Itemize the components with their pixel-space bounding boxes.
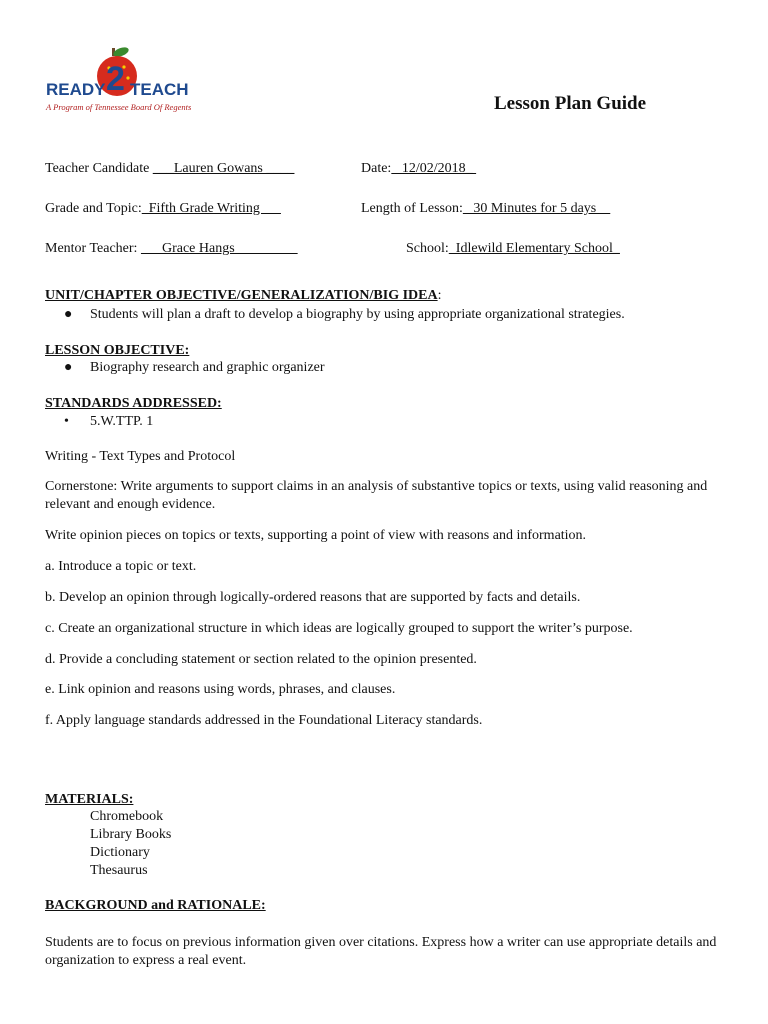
- materials-heading: MATERIALS:: [45, 792, 134, 807]
- page-title: Lesson Plan Guide: [494, 93, 647, 114]
- date-field: [361, 161, 476, 177]
- logo-digit: 2: [106, 60, 125, 98]
- grade-label: Grade and Topic:: [45, 201, 142, 216]
- list-item: Thesaurus: [90, 863, 148, 878]
- standard-item-b: b. Develop an opinion through logically-ordered reasons that are supported by facts and details.: [45, 590, 581, 605]
- list-item: [64, 414, 153, 430]
- list-item: Dictionary: [90, 845, 150, 860]
- standard-item-e: e. Link opinion and reasons using words, phrases, and clauses.: [45, 682, 396, 697]
- teacher-field: [45, 161, 294, 177]
- school-value: Idlewild Elementary School_: [448, 241, 620, 256]
- standard-cornerstone: Cornerstone: Write arguments to support claims in an analysis of substantive topics or texts, using valid reasoning and relevant and enough evidence.: [45, 479, 708, 512]
- school-field: [406, 241, 620, 257]
- standard-item-d: d. Provide a concluding statement or section related to the opinion presented.: [45, 652, 477, 667]
- standards-heading: STANDARDS ADDRESSED:: [45, 396, 222, 411]
- standard-item-a: a. Introduce a topic or text.: [45, 559, 197, 574]
- standard-item-f: f. Apply language standards addressed in the Foundational Literacy standards.: [45, 713, 483, 728]
- lesson-bullet: Biography research and graphic organizer: [90, 360, 325, 375]
- list-item: Library Books: [90, 827, 172, 842]
- logo-word-teach: TEACH: [130, 80, 189, 99]
- mentor-value: Grace Hangs: [140, 241, 298, 256]
- length-value: 30 Minutes for 5 days: [462, 201, 611, 216]
- unit-heading-suffix: :: [437, 288, 442, 303]
- grade-value: Fifth Grade Writing: [141, 201, 281, 216]
- length-field: [361, 201, 610, 217]
- bullet-icon: •: [64, 414, 69, 429]
- mentor-field: [45, 241, 298, 257]
- logo-tagline: A Program of Tennessee Board Of Regents: [46, 102, 192, 112]
- date-value: 12/02/2018_: [391, 161, 477, 176]
- unit-bullet: Students will plan a draft to develop a biography by using appropriate organizational strategies.: [90, 307, 625, 322]
- bullet-icon: ●: [64, 360, 73, 375]
- standard-item-c: c. Create an organizational structure in which ideas are logically grouped to support the writer’s purpose.: [45, 621, 633, 636]
- standard-domain: Writing - Text Types and Protocol: [45, 449, 236, 464]
- bullet-icon: ●: [64, 307, 73, 322]
- school-label: School:: [406, 241, 449, 256]
- list-item: [64, 360, 325, 376]
- date-label: Date:: [361, 161, 392, 176]
- background-heading: BACKGROUND and RATIONALE:: [45, 898, 266, 913]
- lesson-objective-heading: LESSON OBJECTIVE:: [45, 343, 190, 358]
- standards-bullet: 5.W.TTP. 1: [90, 414, 154, 429]
- length-label: Length of Lesson:: [361, 201, 463, 216]
- teacher-label: Teacher Candidate: [45, 161, 153, 176]
- teacher-value: ___Lauren Gowans ____: [152, 161, 295, 176]
- unit-heading-text: UNIT/CHAPTER OBJECTIVE/GENERALIZATION/BIG IDEA: [45, 288, 438, 303]
- ready2teach-logo: [44, 44, 194, 116]
- standard-statement: Write opinion pieces on topics or texts, supporting a point of view with reasons and information.: [45, 528, 587, 543]
- list-item: Chromebook: [90, 809, 164, 824]
- logo-word-ready: READY: [46, 80, 106, 99]
- grade-field: [45, 201, 281, 217]
- list-item: [64, 307, 625, 323]
- background-text: Students are to focus on previous information given over citations. Express how a writer can use appropriate details and organization to express a real event.: [45, 935, 717, 968]
- mentor-label: Mentor Teacher:: [45, 241, 141, 256]
- unit-objective-heading: [45, 288, 442, 304]
